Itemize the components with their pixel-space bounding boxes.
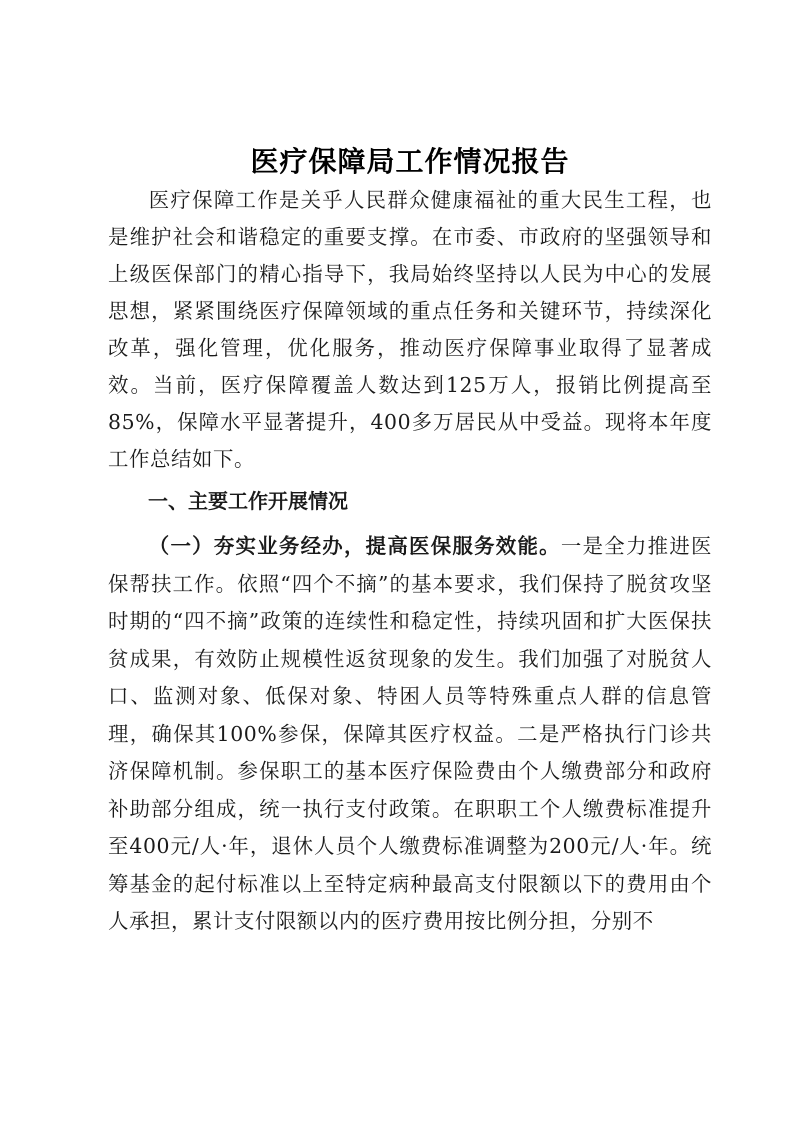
subsection-lead: （一）夯实业务经办，提高医保服务效能。	[148, 534, 561, 558]
intro-paragraph: 医疗保障工作是关乎人民群众健康福祉的重大民生工程，也是维护社会和谐稳定的重要支撑。在市委、市政府的坚强领导和上级医保部门的精心指导下，我局始终坚持以人民为中心的发展思想，紧紧围绕医疗保障领域的重点任务和关键环节，持续深化改革，强化管理，优化服务，推动医疗保障事业取得了显著成效。当前，医疗保障覆盖人数达到125万人，报销比例提高至85%，保障水平显著提升，400多万居民从中受益。现将本年度工作总结如下。	[108, 188, 712, 471]
section-heading: 一、主要工作开展情况	[148, 489, 348, 513]
subsection-body: 一是全力推进医保帮扶工作。依照“四个不摘”的基本要求，我们保持了脱贫攻坚时期的“四不摘”政策的连续性和稳定性，持续巩固和扩大医保扶贫成果，有效防止规模性返贫现象的发生。我们加强了对脱贫人口、监测对象、低保对象、特困人员等特殊重点人群的信息管理，确保其100%参保，保障其医疗权益。二是严格执行门诊共济保障机制。参保职工的基本医疗保险费由个人缴费部分和政府补助部分组成，统一执行支付政策。在职职工个人缴费标准提升至400元/人·年，退休人员个人缴费标准调整为200元/人·年。统筹基金的起付标准以上至特定病种最高支付限额以下的费用由个人承担，累计支付限额以内的医疗费用按比例分担，分别不	[108, 534, 712, 933]
document-page	[108, 142, 712, 941]
document-title: 医疗保障局工作情况报告	[250, 145, 570, 178]
subsection-paragraph	[108, 528, 712, 941]
